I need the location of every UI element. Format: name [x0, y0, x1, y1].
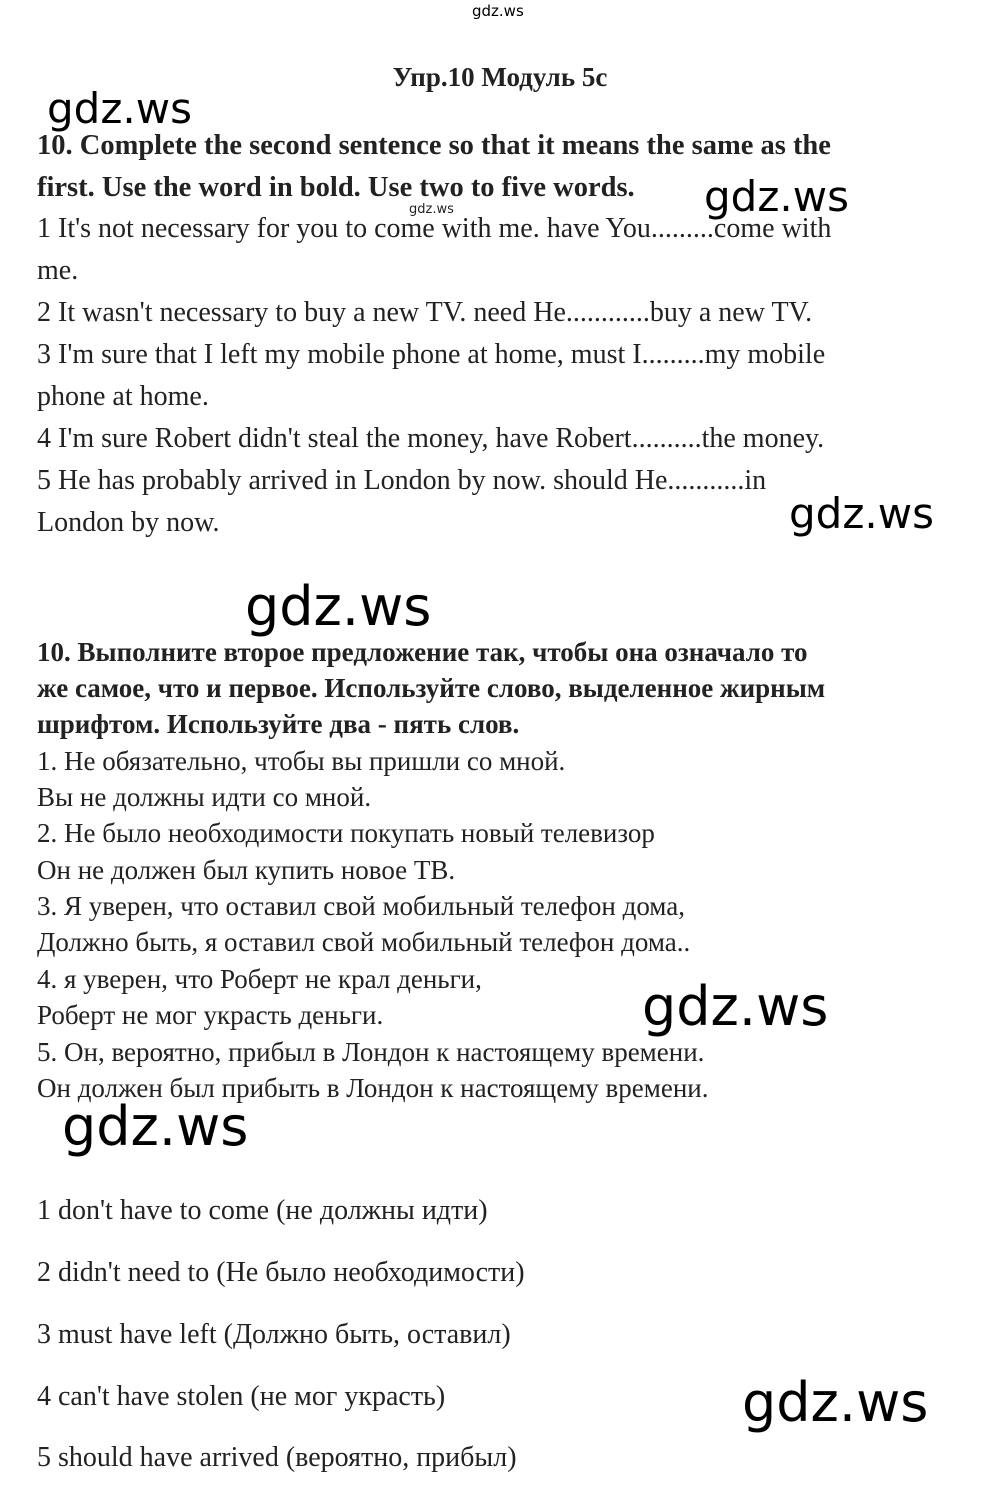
english-line: 4 I'm sure Robert didn't steal the money, have Robert..........the money. — [37, 423, 825, 454]
watermark: gdz.ws — [742, 1371, 929, 1434]
answer-line: 2 didn't need to (Не было необходимости) — [37, 1257, 525, 1288]
page-title: Упр.10 Модуль 5с — [392, 62, 608, 92]
russian-line: 1. Не обязательно, чтобы вы пришли со мной. — [37, 746, 566, 776]
russian-instruction-line: шрифтом. Используйте два - пять слов. — [37, 709, 520, 739]
english-line: 3 I'm sure that I left my mobile phone at home, must I.........my mobile — [37, 339, 826, 370]
answer-line: 4 can't have stolen (не мог украсть) — [37, 1381, 446, 1412]
russian-line: 4. я уверен, что Роберт не крал деньги, — [37, 964, 482, 994]
answer-line: 1 don't have to come (не должны идти) — [37, 1195, 488, 1226]
english-line: London by now. — [37, 507, 220, 538]
russian-instruction-line: 10. Выполните второе предложение так, чтобы она означало то — [37, 637, 808, 667]
watermark: gdz.ws — [245, 575, 432, 638]
russian-line: Он должен был прибыть в Лондон к настоящему времени. — [37, 1073, 709, 1103]
russian-line: 5. Он, вероятно, прибыл в Лондон к настоящему времени. — [37, 1037, 705, 1067]
watermark-top: gdz.ws — [472, 2, 524, 20]
russian-line: Должно быть, я оставил свой мобильный телефон дома.. — [37, 927, 691, 957]
english-instruction-line: 10. Complete the second sentence so that it means the same as the — [37, 130, 831, 161]
english-line: 5 He has probably arrived in London by now. should He...........in — [37, 465, 767, 496]
russian-line: 3. Я уверен, что оставил свой мобильный телефон дома, — [37, 891, 685, 921]
watermark: gdz.ws — [62, 1095, 249, 1158]
english-instruction-line: first. Use the word in bold. Use two to five words. — [37, 172, 635, 203]
russian-instruction-line: же самое, что и первое. Используйте слово, выделенное жирным — [37, 673, 826, 703]
watermark: gdz.ws — [704, 172, 849, 221]
english-line: 2 It wasn't necessary to buy a new TV. need He............buy a new TV. — [37, 297, 813, 328]
russian-line: 2. Не было необходимости покупать новый телевизор — [37, 818, 655, 848]
watermark-small: gdz.ws — [409, 202, 454, 217]
russian-line: Роберт не мог украсть деньги. — [37, 1000, 384, 1030]
english-line: 1 It's not necessary for you to come with me. have You.........come with — [37, 213, 832, 244]
english-line: phone at home. — [37, 381, 209, 412]
answer-line: 3 must have left (Должно быть, оставил) — [37, 1319, 511, 1350]
answer-line: 5 should have arrived (вероятно, прибыл) — [37, 1442, 517, 1473]
watermark: gdz.ws — [642, 975, 829, 1038]
english-line: me. — [37, 255, 79, 286]
watermark: gdz.ws — [47, 84, 192, 133]
russian-line: Вы не должны идти со мной. — [37, 782, 372, 812]
russian-line: Он не должен был купить новое ТВ. — [37, 855, 456, 885]
watermark: gdz.ws — [789, 489, 934, 538]
